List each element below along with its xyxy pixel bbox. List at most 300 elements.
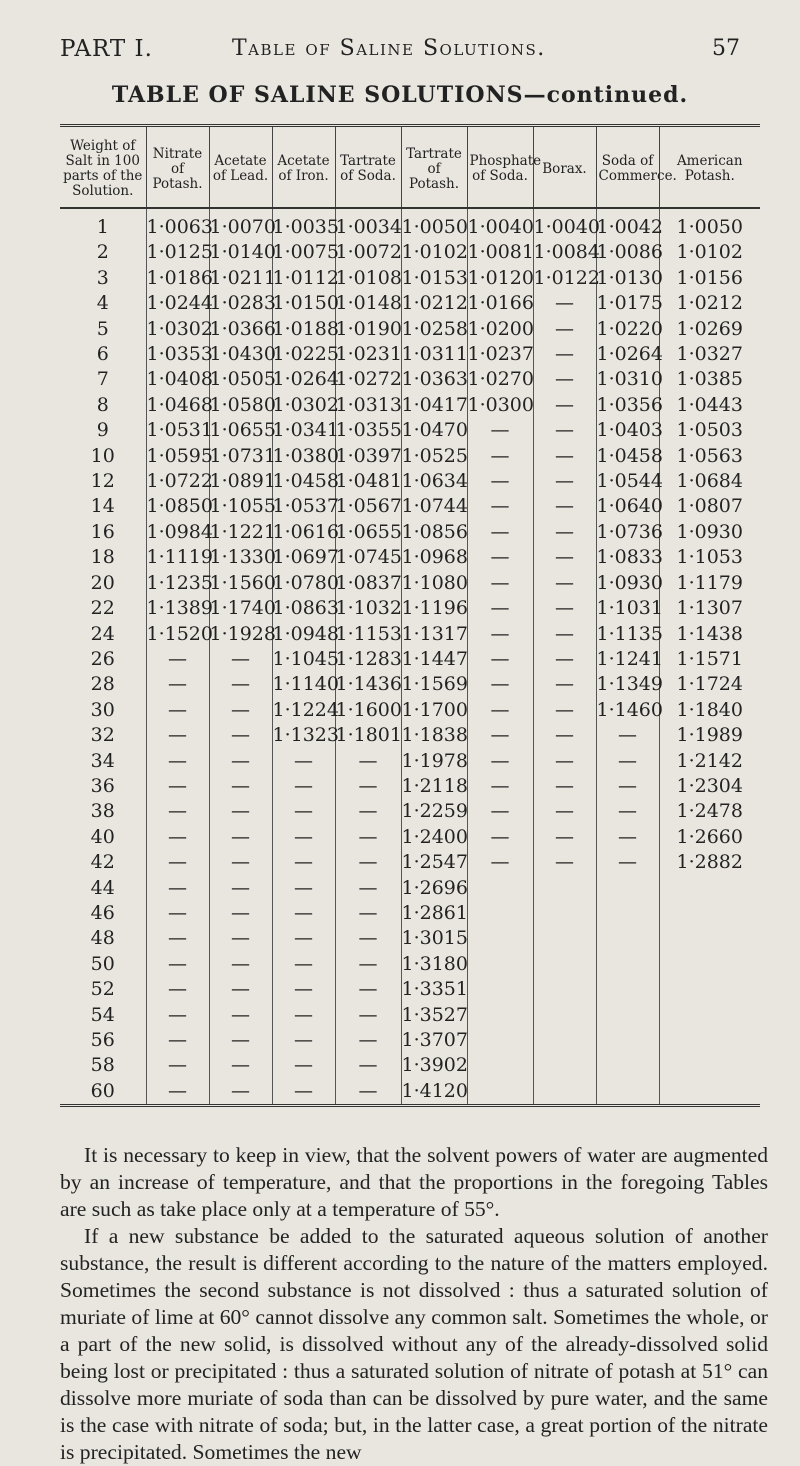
gravity-cell: — (272, 1028, 335, 1053)
gravity-cell: — (209, 1079, 272, 1104)
gravity-cell: — (272, 1079, 335, 1104)
part-label: PART I. (60, 36, 153, 62)
gravity-cell: — (209, 952, 272, 977)
gravity-cell: 1·1520 (146, 622, 209, 647)
gravity-cell: 1·0856 (401, 520, 467, 545)
weight-cell: 3 (96, 266, 109, 289)
gravity-cell: 1·3527 (401, 1003, 467, 1028)
saline-solutions-table (60, 127, 760, 1104)
gravity-cell (596, 1003, 659, 1028)
running-header (0, 36, 800, 76)
gravity-cell: — (209, 1028, 272, 1053)
gravity-cell: — (335, 876, 401, 901)
gravity-cell: 1·0120 (467, 266, 533, 291)
weight-cell: 30 (90, 698, 115, 721)
table-row (60, 1053, 760, 1078)
gravity-cell: 1·0102 (659, 240, 760, 265)
gravity-cell: 1·0270 (467, 367, 533, 392)
weight-cell: 56 (90, 1029, 115, 1051)
gravity-cell: — (467, 545, 533, 570)
gravity-cell: — (533, 647, 596, 672)
gravity-cell: 1·0300 (467, 393, 533, 418)
weight-cell: 58 (90, 1054, 115, 1077)
gravity-cell: 1·2660 (659, 825, 760, 850)
gravity-cell: 1·0188 (272, 317, 335, 342)
gravity-cell: — (533, 367, 596, 392)
gravity-cell: 1·1196 (401, 596, 467, 621)
table-row (60, 1003, 760, 1028)
weight-cell: 1 (96, 216, 109, 238)
weight-cell: 34 (90, 749, 115, 772)
gravity-cell: — (209, 926, 272, 951)
gravity-cell: 1·1447 (401, 647, 467, 672)
gravity-cell: 1·0563 (659, 444, 760, 469)
gravity-cell: 1·0283 (209, 291, 272, 316)
gravity-cell: — (272, 850, 335, 875)
weight-cell: 14 (90, 495, 115, 518)
gravity-cell: 1·0968 (401, 545, 467, 570)
gravity-cell: — (209, 672, 272, 697)
gravity-cell: — (533, 469, 596, 494)
gravity-cell: — (533, 418, 596, 443)
gravity-cell: 1·0140 (209, 240, 272, 265)
gravity-cell: 1·1080 (401, 571, 467, 596)
gravity-cell: 1·4120 (401, 1079, 467, 1104)
weight-cell: 54 (90, 1003, 115, 1026)
gravity-cell: 1·0930 (659, 520, 760, 545)
gravity-cell: 1·0186 (146, 266, 209, 291)
gravity-cell: 1·0891 (209, 469, 272, 494)
gravity-cell: 1·1928 (209, 622, 272, 647)
gravity-cell: — (335, 952, 401, 977)
gravity-cell (596, 1053, 659, 1078)
gravity-cell (467, 901, 533, 926)
weight-cell: 52 (90, 978, 115, 1001)
gravity-cell: — (146, 1053, 209, 1078)
gravity-cell: 1·0200 (467, 317, 533, 342)
gravity-cell: — (146, 647, 209, 672)
gravity-cell: 1·3707 (401, 1028, 467, 1053)
column-header: Tartrate of Potash. (401, 127, 467, 208)
gravity-cell: 1·0034 (335, 208, 401, 240)
gravity-cell: 1·1460 (596, 698, 659, 723)
gravity-cell: 1·0237 (467, 342, 533, 367)
gravity-cell: 1·0108 (335, 266, 401, 291)
gravity-cell: — (146, 952, 209, 977)
gravity-cell: — (533, 799, 596, 824)
gravity-cell: 1·0310 (596, 367, 659, 392)
weight-cell: 6 (96, 343, 109, 366)
gravity-cell (533, 1079, 596, 1104)
gravity-cell: 1·1978 (401, 749, 467, 774)
gravity-cell: — (467, 774, 533, 799)
gravity-cell: 1·1055 (209, 494, 272, 519)
gravity-cell: — (533, 494, 596, 519)
weight-cell: 10 (90, 444, 115, 467)
gravity-cell: 1·0850 (146, 494, 209, 519)
weight-cell: 24 (90, 622, 115, 645)
gravity-cell: 1·1838 (401, 723, 467, 748)
gravity-cell: — (533, 850, 596, 875)
gravity-cell: 1·0175 (596, 291, 659, 316)
gravity-cell: 1·3351 (401, 977, 467, 1002)
gravity-cell: — (272, 1003, 335, 1028)
gravity-cell: 1·0244 (146, 291, 209, 316)
gravity-cell: — (467, 596, 533, 621)
gravity-cell: 1·2861 (401, 901, 467, 926)
gravity-cell: 1·0130 (596, 266, 659, 291)
gravity-cell (596, 1079, 659, 1104)
gravity-cell: 1·1045 (272, 647, 335, 672)
weight-cell: 20 (90, 571, 115, 594)
gravity-cell: 1·2259 (401, 799, 467, 824)
gravity-cell: — (209, 876, 272, 901)
gravity-cell: — (146, 1079, 209, 1104)
gravity-cell: — (467, 520, 533, 545)
gravity-cell: — (146, 901, 209, 926)
gravity-cell: — (596, 850, 659, 875)
gravity-cell: 1·1724 (659, 672, 760, 697)
weight-cell: 22 (90, 597, 115, 620)
table-row (60, 774, 760, 799)
gravity-cell: 1·2118 (401, 774, 467, 799)
gravity-cell (659, 901, 760, 926)
gravity-cell: 1·1135 (596, 622, 659, 647)
gravity-cell: — (467, 825, 533, 850)
gravity-cell: — (533, 698, 596, 723)
table-row (60, 291, 760, 316)
gravity-cell: — (272, 876, 335, 901)
gravity-cell (533, 926, 596, 951)
gravity-cell: — (533, 749, 596, 774)
gravity-cell: 1·0505 (209, 367, 272, 392)
gravity-cell: — (335, 799, 401, 824)
gravity-cell: 1·0166 (467, 291, 533, 316)
saline-table-container (60, 124, 760, 1107)
gravity-cell: — (146, 672, 209, 697)
gravity-cell (533, 876, 596, 901)
gravity-cell: — (209, 1003, 272, 1028)
body-text (60, 1142, 768, 1466)
gravity-cell: 1·1700 (401, 698, 467, 723)
gravity-cell: 1·0580 (209, 393, 272, 418)
gravity-cell: — (335, 1028, 401, 1053)
gravity-cell: 1·0272 (335, 367, 401, 392)
gravity-cell: 1·0353 (146, 342, 209, 367)
gravity-cell (596, 977, 659, 1002)
gravity-cell: 1·0050 (401, 208, 467, 240)
gravity-cell: 1·0863 (272, 596, 335, 621)
gravity-cell: 1·0355 (335, 418, 401, 443)
gravity-cell: 1·1235 (146, 571, 209, 596)
gravity-cell: — (533, 317, 596, 342)
gravity-cell: — (533, 723, 596, 748)
gravity-cell: — (533, 571, 596, 596)
table-row (60, 469, 760, 494)
gravity-cell: 1·0190 (335, 317, 401, 342)
gravity-cell: 1·0655 (335, 520, 401, 545)
gravity-cell: 1·2400 (401, 825, 467, 850)
gravity-cell: 1·0408 (146, 367, 209, 392)
gravity-cell (467, 1003, 533, 1028)
gravity-cell: 1·0640 (596, 494, 659, 519)
gravity-cell: 1·0722 (146, 469, 209, 494)
gravity-cell (659, 1003, 760, 1028)
table-row (60, 977, 760, 1002)
gravity-cell (467, 1053, 533, 1078)
gravity-cell: 1·0112 (272, 266, 335, 291)
gravity-cell (659, 926, 760, 951)
gravity-cell: 1·0264 (596, 342, 659, 367)
gravity-cell: 1·1119 (146, 545, 209, 570)
table-row (60, 901, 760, 926)
gravity-cell: 1·1438 (659, 622, 760, 647)
gravity-cell: 1·0040 (533, 208, 596, 240)
gravity-cell: 1·0148 (335, 291, 401, 316)
table-row (60, 799, 760, 824)
table-row (60, 571, 760, 596)
gravity-cell: — (335, 1053, 401, 1078)
gravity-cell: — (335, 977, 401, 1002)
running-title: Table of Saline Solutions. (232, 36, 546, 61)
gravity-cell: — (467, 494, 533, 519)
gravity-cell: — (467, 647, 533, 672)
table-row (60, 444, 760, 469)
weight-cell: 7 (96, 368, 109, 391)
gravity-cell: 1·0470 (401, 418, 467, 443)
gravity-cell: 1·0081 (467, 240, 533, 265)
gravity-cell (659, 952, 760, 977)
weight-cell: 9 (96, 419, 109, 442)
table-row (60, 647, 760, 672)
gravity-cell (467, 1028, 533, 1053)
gravity-cell: — (335, 1003, 401, 1028)
gravity-cell: 1·1801 (335, 723, 401, 748)
weight-cell: 2 (96, 241, 109, 264)
gravity-cell: 1·0655 (209, 418, 272, 443)
gravity-cell: — (146, 825, 209, 850)
gravity-cell: — (146, 876, 209, 901)
table-row (60, 749, 760, 774)
gravity-cell: 1·1031 (596, 596, 659, 621)
gravity-cell: 1·0697 (272, 545, 335, 570)
gravity-cell: — (467, 749, 533, 774)
gravity-cell: 1·0212 (659, 291, 760, 316)
table-row (60, 672, 760, 697)
table-row (60, 520, 760, 545)
gravity-cell: 1·0153 (401, 266, 467, 291)
gravity-cell: — (272, 825, 335, 850)
gravity-cell: 1·3180 (401, 952, 467, 977)
gravity-cell: 1·0503 (659, 418, 760, 443)
table-title: TABLE OF SALINE SOLUTIONS—continued. (111, 82, 689, 108)
gravity-cell: — (467, 850, 533, 875)
gravity-cell: 1·0050 (659, 208, 760, 240)
gravity-cell: 1·0481 (335, 469, 401, 494)
gravity-cell: 1·3015 (401, 926, 467, 951)
gravity-cell: 1·0231 (335, 342, 401, 367)
gravity-cell (533, 1028, 596, 1053)
gravity-cell: 1·1600 (335, 698, 401, 723)
table-row (60, 317, 760, 342)
table-row (60, 418, 760, 443)
gravity-cell: — (467, 622, 533, 647)
weight-cell: 40 (90, 825, 115, 848)
gravity-cell: 1·1140 (272, 672, 335, 697)
gravity-cell (533, 1053, 596, 1078)
gravity-cell: — (209, 774, 272, 799)
gravity-cell: — (146, 774, 209, 799)
gravity-cell: — (209, 850, 272, 875)
gravity-cell (467, 1079, 533, 1104)
gravity-cell: — (335, 926, 401, 951)
gravity-cell: 1·3902 (401, 1053, 467, 1078)
gravity-cell: — (146, 850, 209, 875)
gravity-cell: — (596, 723, 659, 748)
gravity-cell: 1·2142 (659, 749, 760, 774)
gravity-cell: 1·1330 (209, 545, 272, 570)
gravity-cell: — (209, 749, 272, 774)
gravity-cell: 1·1153 (335, 622, 401, 647)
gravity-cell: 1·0086 (596, 240, 659, 265)
gravity-cell: — (335, 850, 401, 875)
gravity-cell: 1·0040 (467, 208, 533, 240)
weight-cell: 36 (90, 774, 115, 797)
weight-cell: 38 (90, 800, 115, 823)
gravity-cell (533, 952, 596, 977)
gravity-cell: 1·1389 (146, 596, 209, 621)
gravity-cell: 1·0430 (209, 342, 272, 367)
gravity-cell: 1·1436 (335, 672, 401, 697)
gravity-cell: 1·0731 (209, 444, 272, 469)
gravity-cell: — (272, 901, 335, 926)
gravity-cell: 1·0833 (596, 545, 659, 570)
gravity-cell (659, 977, 760, 1002)
weight-cell: 42 (90, 851, 115, 874)
gravity-cell: — (272, 1053, 335, 1078)
gravity-cell: 1·0302 (146, 317, 209, 342)
gravity-cell: — (272, 749, 335, 774)
table-row (60, 596, 760, 621)
gravity-cell (659, 1079, 760, 1104)
weight-cell: 50 (90, 952, 115, 975)
gravity-cell: 1·2304 (659, 774, 760, 799)
gravity-cell: — (467, 799, 533, 824)
gravity-cell: 1·1349 (596, 672, 659, 697)
gravity-cell (533, 977, 596, 1002)
gravity-cell: — (146, 698, 209, 723)
gravity-cell: 1·0313 (335, 393, 401, 418)
weight-cell: 60 (90, 1079, 115, 1102)
table-row (60, 698, 760, 723)
gravity-cell: — (533, 342, 596, 367)
gravity-cell: 1·1053 (659, 545, 760, 570)
gravity-cell: — (146, 1003, 209, 1028)
gravity-cell: 1·0212 (401, 291, 467, 316)
gravity-cell: — (146, 799, 209, 824)
gravity-cell (467, 977, 533, 1002)
gravity-cell: 1·0125 (146, 240, 209, 265)
gravity-cell: 1·0042 (596, 208, 659, 240)
table-row (60, 494, 760, 519)
gravity-cell: 1·0397 (335, 444, 401, 469)
gravity-cell: — (209, 977, 272, 1002)
gravity-cell: 1·0458 (596, 444, 659, 469)
gravity-cell: 1·0211 (209, 266, 272, 291)
gravity-cell: 1·1032 (335, 596, 401, 621)
gravity-cell: 1·0225 (272, 342, 335, 367)
gravity-cell: — (335, 1079, 401, 1104)
gravity-cell: 1·0156 (659, 266, 760, 291)
gravity-cell: 1·0567 (335, 494, 401, 519)
gravity-cell: — (533, 393, 596, 418)
gravity-cell: 1·0220 (596, 317, 659, 342)
gravity-cell: 1·0258 (401, 317, 467, 342)
gravity-cell: — (533, 291, 596, 316)
gravity-cell: 1·0537 (272, 494, 335, 519)
gravity-cell: 1·0595 (146, 444, 209, 469)
gravity-cell: — (533, 825, 596, 850)
page-number: 57 (712, 36, 740, 61)
gravity-cell: — (146, 749, 209, 774)
column-header: Nitrate of Potash. (146, 127, 209, 208)
gravity-cell: 1·0102 (401, 240, 467, 265)
gravity-cell: — (467, 469, 533, 494)
gravity-cell: 1·0744 (401, 494, 467, 519)
gravity-cell: — (209, 698, 272, 723)
gravity-cell: 1·1224 (272, 698, 335, 723)
gravity-cell: 1·0075 (272, 240, 335, 265)
gravity-cell: 1·0736 (596, 520, 659, 545)
gravity-cell: — (272, 926, 335, 951)
table-row (60, 545, 760, 570)
gravity-cell: — (467, 672, 533, 697)
gravity-cell: — (335, 901, 401, 926)
weight-cell: 18 (90, 546, 115, 569)
gravity-cell: — (209, 647, 272, 672)
gravity-cell: — (272, 774, 335, 799)
gravity-cell: 1·1740 (209, 596, 272, 621)
table-row (60, 266, 760, 291)
gravity-cell: 1·0616 (272, 520, 335, 545)
weight-cell: 4 (96, 292, 109, 315)
table-body (60, 208, 760, 1104)
column-header: American Potash. (659, 127, 760, 208)
gravity-cell: — (533, 596, 596, 621)
gravity-cell: 1·0341 (272, 418, 335, 443)
gravity-cell: 1·1317 (401, 622, 467, 647)
column-header: Phosphate of Soda. (467, 127, 533, 208)
gravity-cell (659, 876, 760, 901)
weight-cell: 5 (96, 317, 109, 340)
column-header: Acetate of Lead. (209, 127, 272, 208)
table-row (60, 723, 760, 748)
table-row (60, 876, 760, 901)
gravity-cell: 1·0035 (272, 208, 335, 240)
gravity-cell: 1·2478 (659, 799, 760, 824)
gravity-cell: 1·0063 (146, 208, 209, 240)
table-row (60, 393, 760, 418)
gravity-cell: — (209, 901, 272, 926)
gravity-cell: — (209, 723, 272, 748)
column-header: Tartrate of Soda. (335, 127, 401, 208)
gravity-cell: 1·0837 (335, 571, 401, 596)
weight-cell: 8 (96, 393, 109, 416)
gravity-cell: 1·2547 (401, 850, 467, 875)
gravity-cell: 1·0380 (272, 444, 335, 469)
table-row (60, 952, 760, 977)
gravity-cell: — (467, 444, 533, 469)
